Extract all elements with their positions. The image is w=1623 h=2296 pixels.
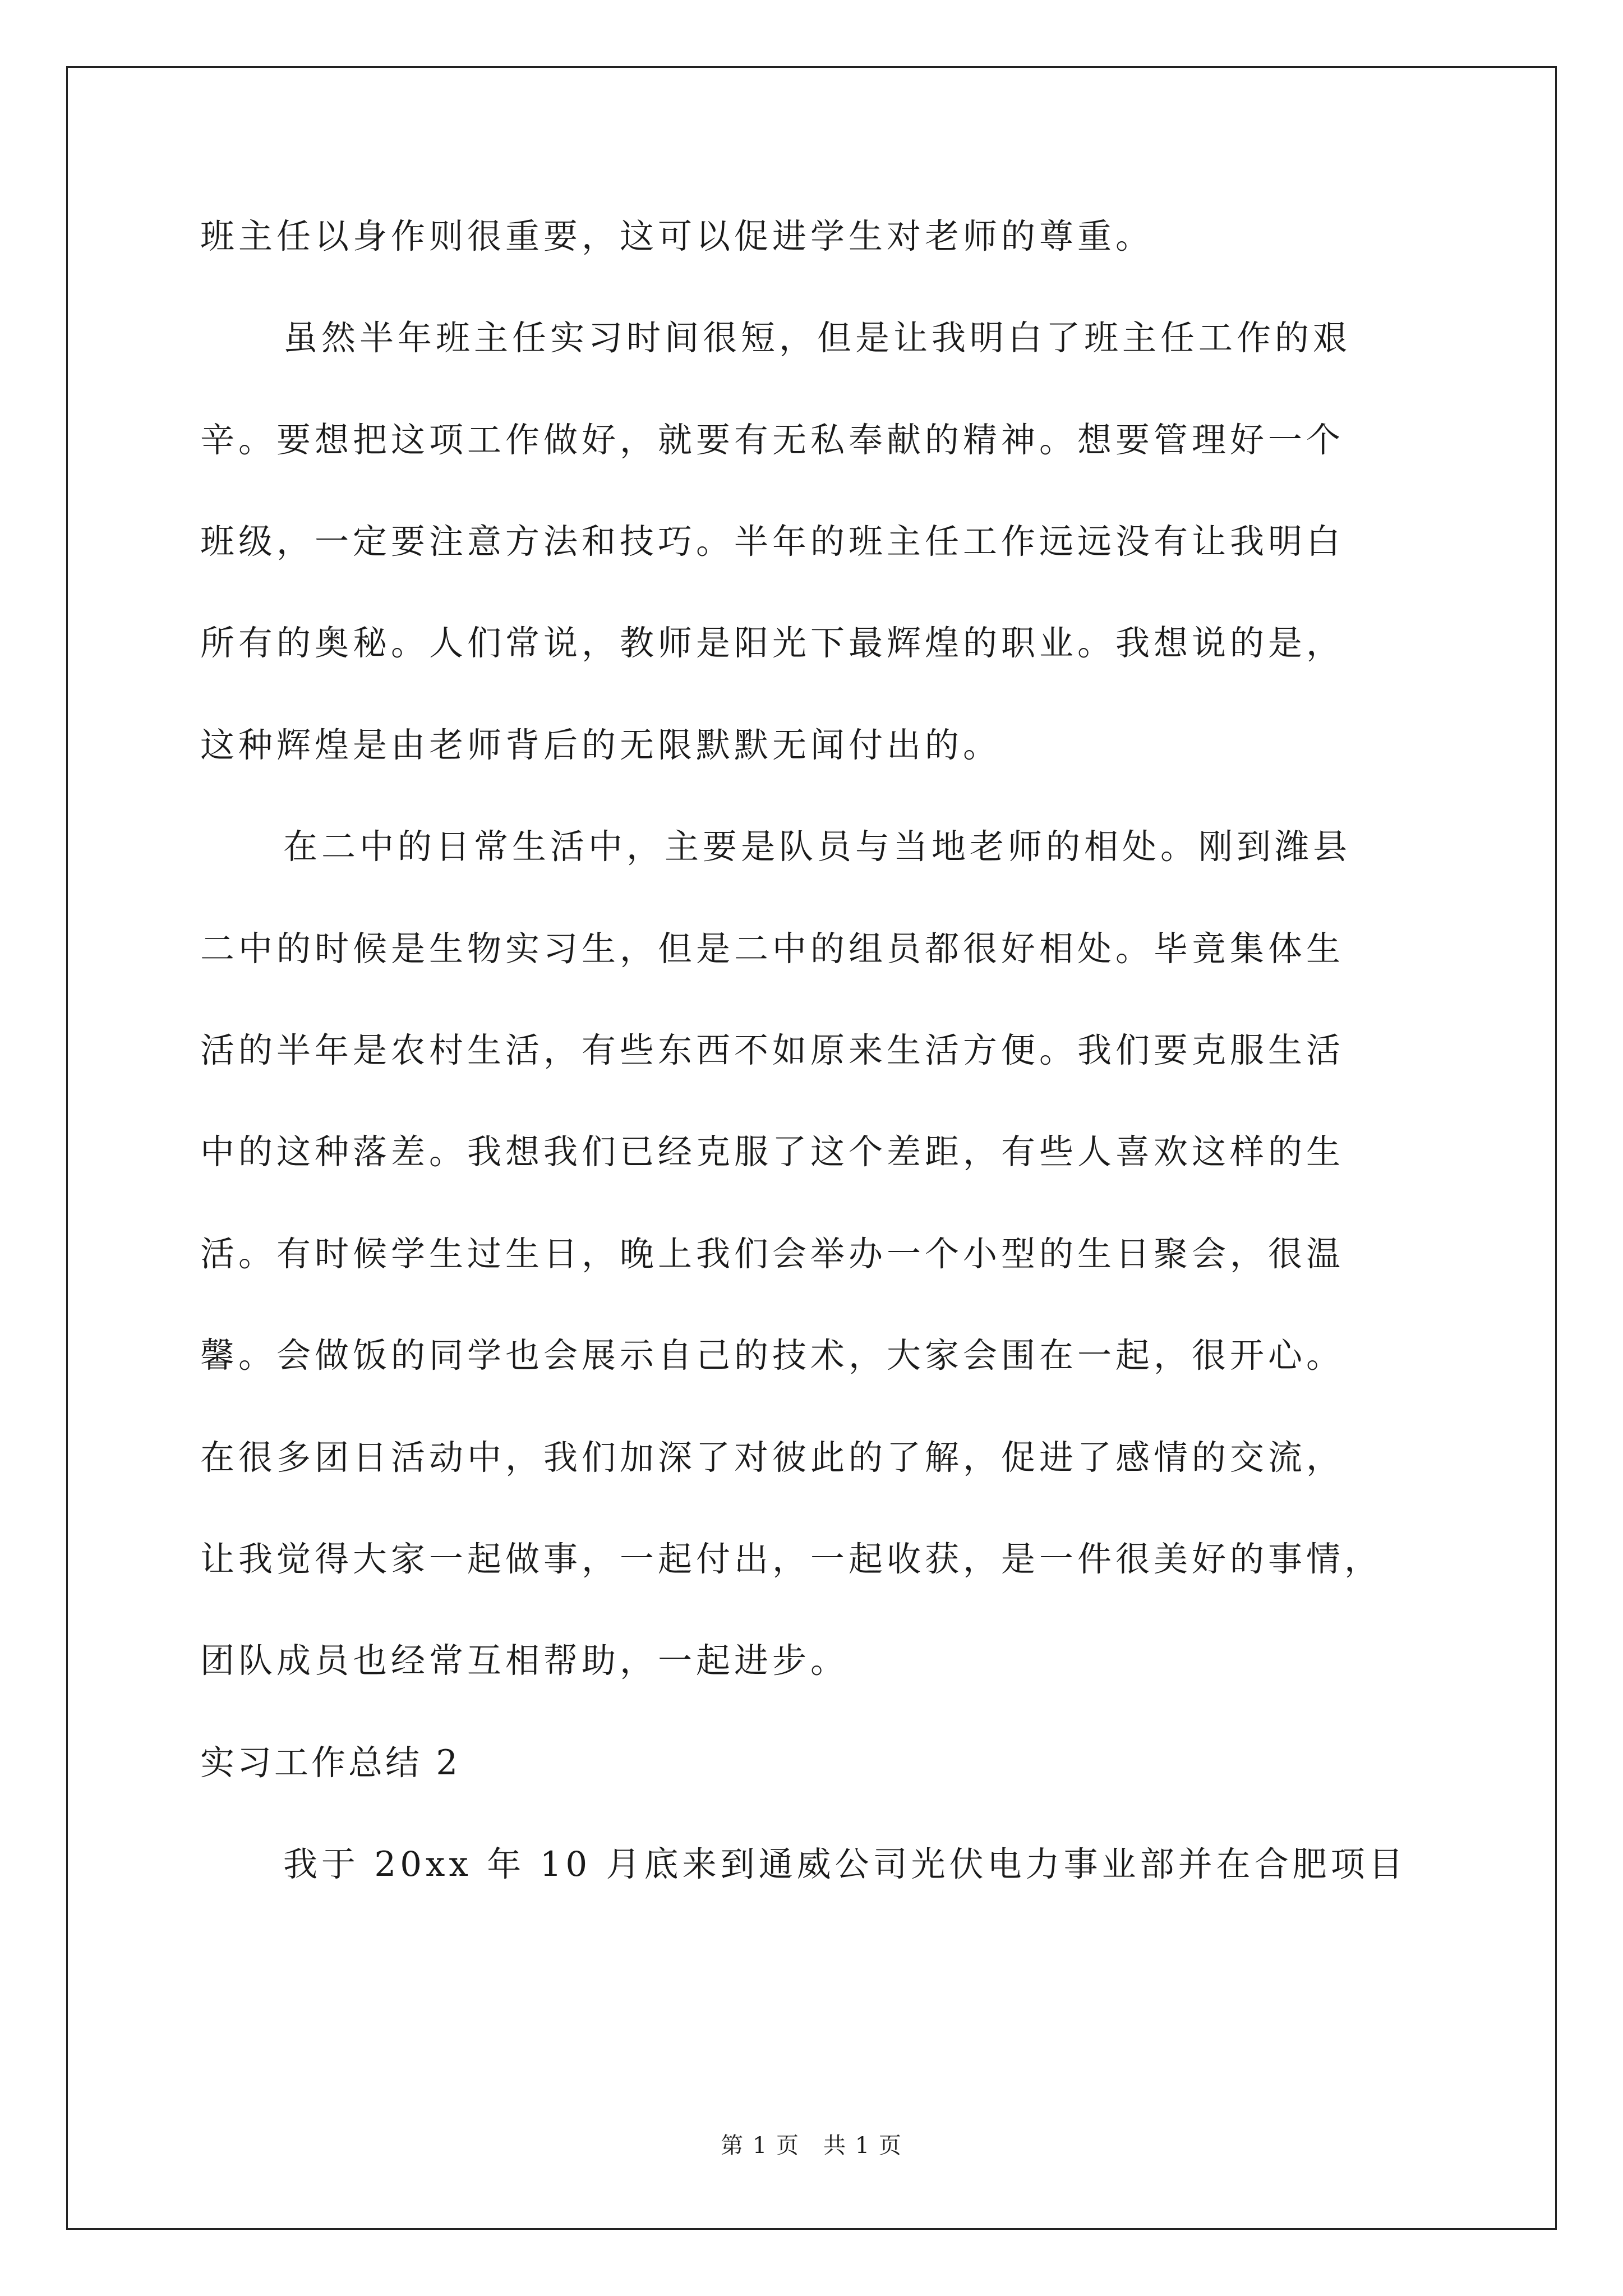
paragraph-line: 馨。会做饭的同学也会展示自己的技术，大家会围在一起，很开心。	[200, 1336, 1345, 1375]
paragraph-line: 这种辉煌是由老师背后的无限默默无闻付出的。	[200, 725, 1002, 765]
paragraph-line: 在二中的日常生活中，主要是队员与当地老师的相处。刚到潍县	[283, 827, 1352, 867]
paragraph-line: 在很多团日活动中，我们加深了对彼此的了解，促进了感情的交流，	[200, 1438, 1345, 1478]
paragraph-line: 团队成员也经常互相帮助，一起进步。	[200, 1641, 849, 1681]
paragraph-line: 让我觉得大家一起做事，一起付出，一起收获，是一件很美好的事情，	[200, 1539, 1383, 1579]
paragraph-line: 所有的奥秘。人们常说，教师是阳光下最辉煌的职业。我想说的是，	[200, 623, 1345, 663]
paragraph-line: 活的半年是农村生活，有些东西不如原来生活方便。我们要克服生活	[200, 1030, 1345, 1070]
paragraph-line: 中的这种落差。我想我们已经克服了这个差距，有些人喜欢这样的生	[200, 1132, 1345, 1172]
paragraph-line: 班主任以身作则很重要，这可以促进学生对老师的尊重。	[200, 217, 1154, 256]
section-heading: 实习工作总结 2	[200, 1743, 461, 1783]
paragraph-line: 我于 20xx 年 10 月底来到通威公司光伏电力事业部并在合肥项目	[283, 1844, 1407, 1884]
paragraph-line: 二中的时候是生物实习生，但是二中的组员都很好相处。毕竟集体生	[200, 929, 1345, 969]
paragraph-line: 活。有时候学生过生日，晚上我们会举办一个小型的生日聚会，很温	[200, 1234, 1345, 1274]
paragraph-line: 班级，一定要注意方法和技巧。半年的班主任工作远远没有让我明白	[200, 522, 1345, 562]
paragraph-line: 辛。要想把这项工作做好，就要有无私奉献的精神。想要管理好一个	[200, 420, 1345, 460]
paragraph-line: 虽然半年班主任实习时间很短，但是让我明白了班主任工作的艰	[283, 318, 1352, 358]
page-footer: 第 1 页 共 1 页	[721, 2133, 902, 2159]
